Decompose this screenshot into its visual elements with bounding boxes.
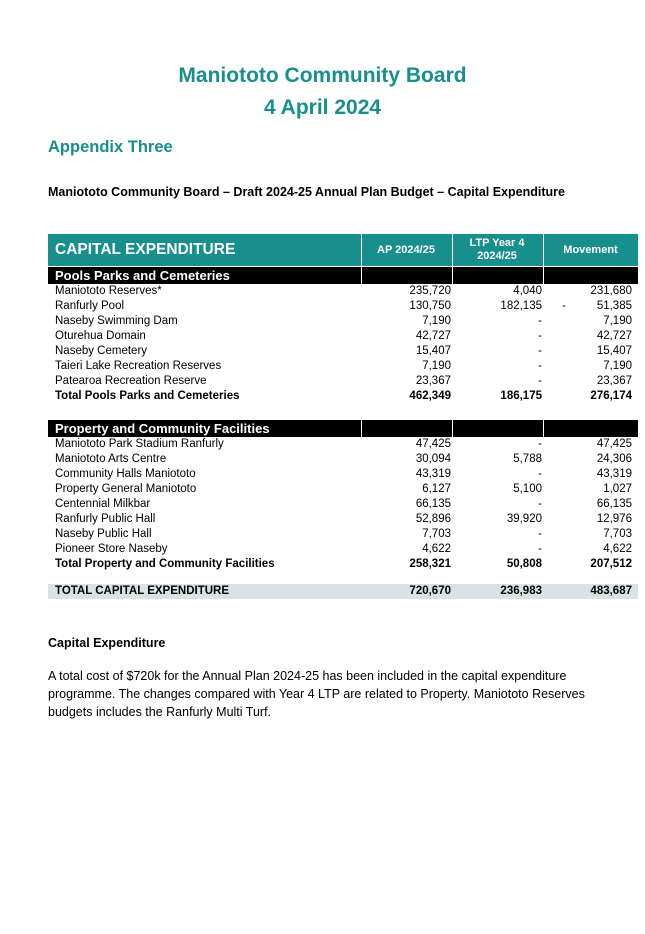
total-movement: 207,512 — [590, 558, 632, 570]
grand-total-row — [48, 584, 638, 599]
row-label: Patearoa Recreation Reserve — [55, 375, 207, 387]
row-label: Naseby Swimming Dam — [55, 315, 178, 327]
capital-expenditure-table — [48, 234, 638, 599]
row-ap: 43,319 — [415, 468, 451, 480]
document-subtitle: Maniototo Community Board – Draft 2024-25 Annual Plan Budget – Capital Expenditure — [48, 185, 565, 199]
notes-heading: Capital Expenditure — [48, 636, 166, 650]
column-header-ap: AP 2024/25 — [377, 243, 435, 256]
row-ltp: - — [538, 375, 542, 387]
row-ap: 7,190 — [422, 315, 451, 327]
grand-total-movement: 483,687 — [590, 585, 632, 597]
section-title: Property and Community Facilities — [55, 421, 270, 436]
row-movement: 15,407 — [596, 345, 632, 357]
row-label: Naseby Public Hall — [55, 528, 152, 540]
table-row — [48, 542, 638, 557]
document-title: Maniototo Community Board — [178, 64, 467, 87]
section-total-row — [48, 557, 638, 572]
row-ap: 30,094 — [415, 453, 451, 465]
section-header-property — [48, 420, 638, 437]
row-ap: 4,622 — [422, 543, 451, 555]
row-movement: 47,425 — [596, 438, 632, 450]
grand-total-ltp: 236,983 — [500, 585, 542, 597]
row-label: Ranfurly Public Hall — [55, 513, 156, 525]
total-label: Total Pools Parks and Cemeteries — [55, 390, 240, 402]
row-ltp: 182,135 — [500, 300, 542, 312]
row-ltp: - — [538, 468, 542, 480]
row-movement: 24,306 — [596, 453, 632, 465]
grand-total-label: TOTAL CAPITAL EXPENDITURE — [55, 585, 230, 597]
table-row — [48, 512, 638, 527]
row-label: Maniototo Arts Centre — [55, 453, 167, 465]
row-ap: 42,727 — [415, 330, 451, 342]
row-ltp: 4,040 — [513, 285, 542, 297]
row-ltp: - — [538, 543, 542, 555]
column-header-movement: Movement — [563, 243, 618, 256]
row-label: Property General Maniototo — [55, 483, 197, 495]
row-ap: 47,425 — [415, 438, 451, 450]
table-row — [48, 452, 638, 467]
row-movement: 42,727 — [596, 330, 632, 342]
appendix-heading: Appendix Three — [48, 138, 173, 156]
row-movement: 66,135 — [596, 498, 632, 510]
table-row — [48, 359, 638, 374]
row-label: Taieri Lake Recreation Reserves — [55, 360, 222, 372]
row-label: Naseby Cemetery — [55, 345, 148, 357]
column-header-ltp: LTP Year 4 2024/25 — [469, 237, 525, 262]
row-ltp: - — [538, 345, 542, 357]
row-ltp: 5,100 — [513, 483, 542, 495]
row-label: Maniototo Reserves* — [55, 285, 162, 297]
row-ltp: 39,920 — [506, 513, 542, 525]
table-row — [48, 329, 638, 344]
row-ltp: - — [538, 360, 542, 372]
total-ap: 462,349 — [409, 390, 451, 402]
total-ap: 258,321 — [409, 558, 451, 570]
row-ltp: 5,788 — [513, 453, 542, 465]
row-label: Oturehua Domain — [55, 330, 146, 342]
row-ap: 23,367 — [415, 375, 451, 387]
row-label: Pioneer Store Naseby — [55, 543, 168, 555]
section-title: Pools Parks and Cemeteries — [55, 268, 230, 283]
row-movement: 7,190 — [603, 315, 632, 327]
section-total-row — [48, 389, 638, 404]
row-movement: 4,622 — [603, 543, 632, 555]
grand-total-ap: 720,670 — [409, 585, 451, 597]
row-ap: 235,720 — [409, 285, 451, 297]
table-row — [48, 299, 638, 314]
table-row — [48, 314, 638, 329]
row-ltp: - — [538, 438, 542, 450]
total-ltp: 50,808 — [506, 558, 542, 570]
table-row — [48, 284, 638, 299]
row-ap: 7,703 — [422, 528, 451, 540]
table-row — [48, 437, 638, 452]
row-movement: 12,976 — [596, 513, 632, 525]
table-row — [48, 497, 638, 512]
row-label: Centennial Milkbar — [55, 498, 151, 510]
row-movement: 7,190 — [603, 360, 632, 372]
row-movement: 23,367 — [596, 375, 632, 387]
table-row — [48, 344, 638, 359]
table-row — [48, 527, 638, 542]
row-ltp: - — [538, 315, 542, 327]
notes-paragraph: A total cost of $720k for the Annual Plan 2024-25 has been included in the capital expenditure programme. The changes compared with Year 4 LTP are related to Property. Maniototo Reserves budgets includes the Ranfurly Multi Turf. — [48, 669, 585, 719]
row-ltp: - — [538, 498, 542, 510]
row-ap: 15,407 — [415, 345, 451, 357]
row-ap: 66,135 — [415, 498, 451, 510]
row-label: Community Halls Maniototo — [55, 468, 196, 480]
row-ap: 52,896 — [415, 513, 451, 525]
table-row — [48, 467, 638, 482]
row-movement: 1,027 — [603, 483, 632, 495]
total-movement: 276,174 — [590, 390, 632, 402]
row-ltp: - — [538, 330, 542, 342]
row-movement: 51,385 — [596, 300, 632, 312]
row-ap: 7,190 — [422, 360, 451, 372]
row-movement: 43,319 — [596, 468, 632, 480]
table-heading: CAPITAL EXPENDITURE — [55, 241, 236, 258]
document-date: 4 April 2024 — [263, 96, 382, 119]
total-label: Total Property and Community Facilities — [55, 558, 275, 570]
section-header-pools-parks — [48, 267, 638, 284]
table-row — [48, 374, 638, 389]
row-movement: 7,703 — [603, 528, 632, 540]
table-header — [48, 234, 638, 266]
table-row — [48, 482, 638, 497]
row-label: Maniototo Park Stadium Ranfurly — [55, 438, 224, 450]
row-ap: 6,127 — [422, 483, 451, 495]
row-ap: 130,750 — [409, 300, 451, 312]
row-ltp: - — [538, 528, 542, 540]
row-sign: - — [562, 300, 566, 312]
row-label: Ranfurly Pool — [55, 300, 125, 312]
total-ltp: 186,175 — [500, 390, 542, 402]
row-movement: 231,680 — [590, 285, 632, 297]
